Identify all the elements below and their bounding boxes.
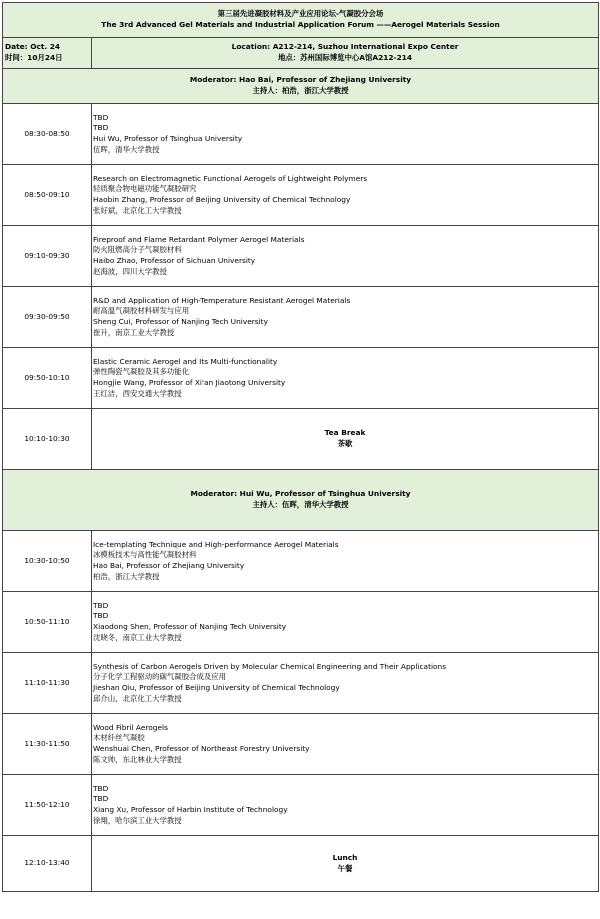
table-row [3, 653, 599, 714]
talk-cell [92, 714, 599, 775]
talk-cell [92, 775, 599, 836]
time-cell: 11:10-11:30 [3, 653, 92, 714]
talk-cell [92, 287, 599, 348]
talk-title-en: TBD [93, 600, 109, 610]
talk-title-cn: 防火阻燃高分子气凝胶材料 [93, 245, 182, 255]
lunch-row [3, 836, 599, 892]
tea-break-row [3, 409, 599, 470]
talk-title-en: Research on Electromagnetic Functional Aerogels of Lightweight Polymers [93, 173, 368, 183]
talk-title-cn: 木材纤丝气凝胶 [93, 733, 145, 743]
break-label-cn: 午餐 [337, 863, 353, 873]
table-row [3, 531, 599, 592]
talk-title-cn: 弹性陶瓷气凝胶及其多功能化 [93, 367, 190, 377]
time-cell: 10:50-11:10 [3, 592, 92, 653]
speaker-en: Xiang Xu, Professor of Harbin Institute of Technology [93, 805, 288, 814]
talk-title-en: Elastic Ceramic Aerogel and Its Multi-functionality [93, 356, 278, 366]
talk-cell [92, 653, 599, 714]
talk-title-en: Synthesis of Carbon Aerogels Driven by Molecular Chemical Engineering and Their Applications [93, 661, 447, 671]
moderator-cn: 主持人：柏浩，浙江大学教授 [252, 86, 349, 95]
speaker-cn: 张好斌，北京化工大学教授 [93, 205, 182, 215]
speaker-cn: 柏浩，浙江大学教授 [93, 571, 160, 581]
speaker-cn: 陈文帅，东北林业大学教授 [93, 754, 182, 764]
speaker-cn: 伍晖，清华大学教授 [93, 144, 160, 154]
location-en: Location: A212-214, Suzhou International Expo Center [231, 42, 459, 52]
talk-cell [92, 592, 599, 653]
speaker-cn: 沈晓冬，南京工业大学教授 [93, 632, 182, 642]
table-row [3, 104, 599, 165]
table-row [3, 592, 599, 653]
speaker-en: Hongjie Wang, Professor of Xi'an Jiaotong University [93, 378, 286, 387]
talk-title-cn: 冰模板技术与高性能气凝胶材料 [93, 550, 197, 560]
table-row [3, 714, 599, 775]
forum-title [3, 3, 599, 38]
table-row [3, 165, 599, 226]
moderator-cell [3, 470, 599, 531]
speaker-en: Haobin Zhang, Professor of Beijing University of Chemical Technology [93, 195, 351, 204]
location-cell [92, 38, 599, 69]
title-en: The 3rd Advanced Gel Materials and Industrial Application Forum ——Aerogel Materials Session [101, 20, 500, 29]
speaker-en: Jieshan Qiu, Professor of Beijing University of Chemical Technology [93, 683, 340, 692]
talk-title-cn: TBD [93, 123, 109, 133]
date-cn: 时间：10月24日 [5, 53, 63, 62]
table-row [3, 226, 599, 287]
talk-title-cn: 轻质聚合物电磁功能气凝胶研究 [93, 184, 197, 194]
talk-cell [92, 531, 599, 592]
info-row [3, 38, 599, 69]
time-cell: 10:30-10:50 [3, 531, 92, 592]
talk-title-en: Wood Fibril Aerogels [93, 722, 168, 732]
speaker-cn: 赵海波，四川大学教授 [93, 266, 167, 276]
time-cell: 08:30-08:50 [3, 104, 92, 165]
speaker-en: Hao Bai, Professor of Zhejiang University [93, 561, 245, 570]
speaker-cn: 邱介山，北京化工大学教授 [93, 693, 182, 703]
talk-cell [92, 104, 599, 165]
talk-title-en: R&D and Application of High-Temperature Resistant Aerogel Materials [93, 295, 351, 305]
moderator-cn: 主持人：伍晖，清华大学教授 [252, 500, 349, 509]
talk-title-en: Fireproof and Flame Retardant Polymer Aerogel Materials [93, 234, 305, 244]
title-cn: 第三届先进凝胶材料及产业应用论坛-气凝胶分会场 [217, 9, 384, 19]
break-label-en: Tea Break [324, 428, 366, 438]
moderator-row-1 [3, 69, 599, 104]
time-cell: 09:50-10:10 [3, 348, 92, 409]
talk-cell [92, 165, 599, 226]
schedule-table [2, 2, 599, 892]
time-cell: 11:30-11:50 [3, 714, 92, 775]
break-label-en: Lunch [332, 852, 358, 862]
header-row [3, 3, 599, 38]
break-label-cn: 茶歇 [337, 439, 353, 448]
speaker-en: Hui Wu, Professor of Tsinghua University [93, 134, 243, 143]
moderator-cell [3, 69, 599, 104]
time-cell: 11:50-12:10 [3, 775, 92, 836]
time-cell: 09:30-09:50 [3, 287, 92, 348]
break-cell [92, 409, 599, 470]
date-en: Date: Oct. 24 [5, 42, 61, 52]
time-cell: 12:10-13:40 [3, 836, 92, 892]
speaker-en: Xiaodong Shen, Professor of Nanjing Tech University [93, 622, 287, 631]
moderator-en: Moderator: Hui Wu, Professor of Tsinghua University [190, 489, 411, 499]
talk-title-en: Ice-templating Technique and High-performance Aerogel Materials [93, 539, 339, 549]
speaker-cn: 崔升，南京工业大学教授 [93, 327, 175, 337]
time-cell: 10:10-10:30 [3, 409, 92, 470]
talk-cell [92, 226, 599, 287]
speaker-cn: 徐翔，哈尔滨工业大学教授 [93, 815, 182, 825]
location-cn: 地点：苏州国际博览中心A馆A212-214 [277, 53, 413, 62]
talk-title-cn: 分子化学工程驱动的碳气凝胶合成及应用 [93, 672, 227, 682]
moderator-row-2 [3, 470, 599, 531]
speaker-en: Wenshuai Chen, Professor of Northeast Forestry University [93, 744, 310, 753]
talk-title-en: TBD [93, 783, 109, 793]
talk-title-cn: 耐高温气凝胶材料研发与应用 [93, 306, 190, 316]
break-cell [92, 836, 599, 892]
talk-title-en: TBD [93, 112, 109, 122]
speaker-en: Haibo Zhao, Professor of Sichuan University [93, 256, 256, 265]
talk-cell [92, 348, 599, 409]
talk-title-cn: TBD [93, 794, 109, 804]
moderator-en: Moderator: Hao Bai, Professor of Zhejiang University [189, 75, 412, 85]
table-row [3, 348, 599, 409]
table-row [3, 775, 599, 836]
speaker-en: Sheng Cui, Professor of Nanjing Tech University [93, 317, 268, 326]
date-cell [3, 38, 92, 69]
time-cell: 08:50-09:10 [3, 165, 92, 226]
time-cell: 09:10-09:30 [3, 226, 92, 287]
speaker-cn: 王红洁，西安交通大学教授 [93, 388, 182, 398]
talk-title-cn: TBD [93, 611, 109, 621]
table-row [3, 287, 599, 348]
